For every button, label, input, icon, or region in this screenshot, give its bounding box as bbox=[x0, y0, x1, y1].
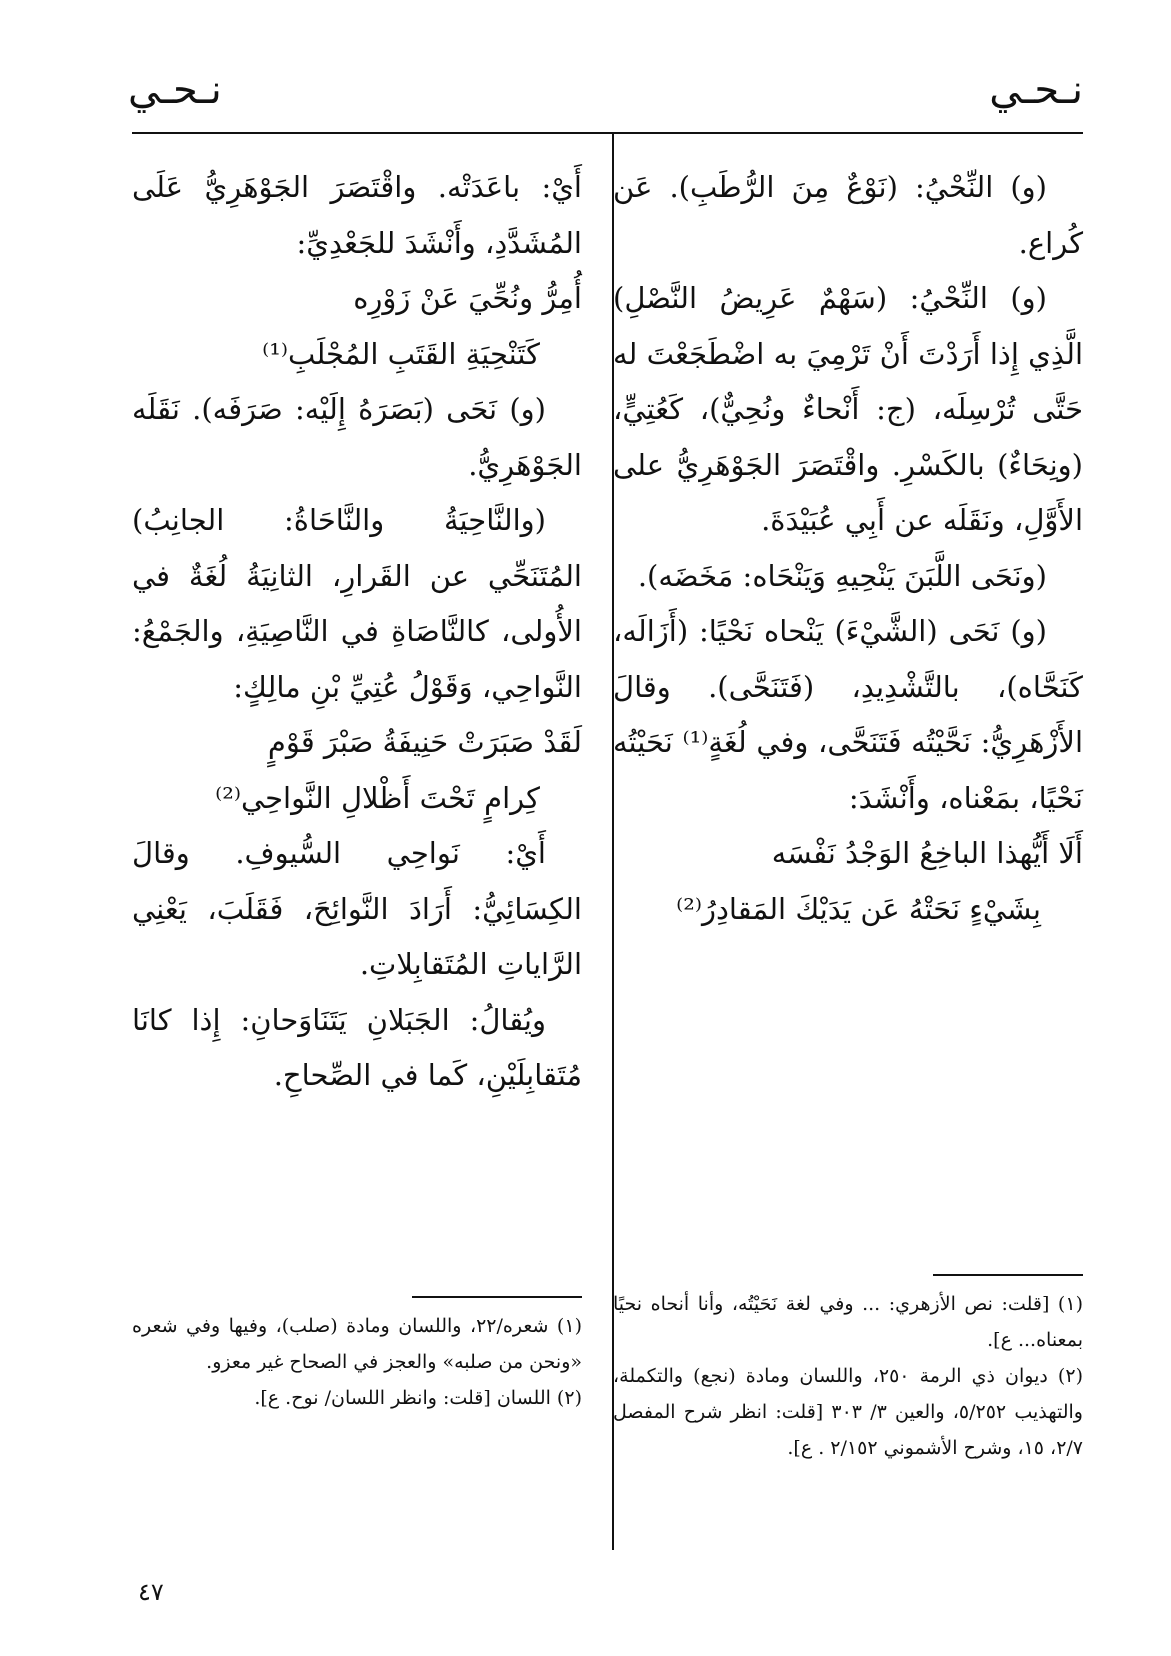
header-rule bbox=[132, 132, 1083, 134]
right-column bbox=[613, 160, 1083, 937]
left-verse-1-line-1: أُمِرُّ ونُحِّيَ عَنْ زَوْرِه bbox=[353, 281, 582, 315]
left-verse-2 bbox=[132, 715, 582, 826]
left-paragraph-1: (و) نَحَى (بَصَرَهُ إِلَيْه: صَرَفَه). نَقَلَه الجَوْهَرِيُّ. bbox=[132, 392, 582, 482]
left-closing-2: ويُقالُ: الجَبَلانِ يَتَنَاوَحانِ: إِذا كانَا مُتَقابِلَيْنِ، كَما في الصِّحاحِ. bbox=[132, 1002, 582, 1092]
right-verse-line-2: بِشَيْءٍ نَحَتْهُ عَن يَدَيْكَ المَقادِرُ⁽²⁾ bbox=[676, 891, 1041, 926]
left-paragraph-2: (والنَّاحِيَةُ والنَّاحَاةُ: الجانِبُ) المُتَنَحِّي عن القَرارِ، الثانِيَةُ لُغَةٌ في الأُولى، كالنَّاصَاةِ في النَّاصِيَةِ، والجَمْعُ: النَّواحِي، وَقَوْلُ عُتِيِّ بْنِ مالِكٍ: bbox=[132, 503, 582, 704]
left-verse-1-line-2: كَتَنْحِيَةِ القَتَبِ المُجْلَبِ⁽¹⁾ bbox=[262, 336, 540, 371]
left-footnotes bbox=[132, 1296, 582, 1416]
right-verse bbox=[613, 826, 1083, 937]
page-number: ٤٧ bbox=[138, 1578, 164, 1606]
left-closing-1: أَيْ: نَواحِي السُّيوفِ. وقالَ الكِسَائِيُّ: أَرَادَ النَّوائِحَ، فَقَلَبَ، يَعْنِي الرَّاياتِ المُتَقابِلاتِ. bbox=[132, 836, 582, 981]
left-verse-1 bbox=[132, 271, 582, 382]
right-footnote-rule bbox=[933, 1274, 1083, 1276]
right-footnote-2: (٢) ديوان ذي الرمة ٢٥٠، واللسان ومادة (نجع) والتكملة، والتهذيب ٥/٢٥٢، والعين ٣/ ٣٠٣ [قلت: انظر شرح المفصل ٢/٧، ١٥، وشرح الأشموني ٢/١٥٢ . ع]. bbox=[613, 1365, 1083, 1459]
left-footnote-2: (٢) اللسان [قلت: وانظر اللسان/ نوح. ع]. bbox=[254, 1387, 582, 1409]
right-footnotes bbox=[613, 1274, 1083, 1466]
header-word-left: نـحـي bbox=[128, 67, 222, 113]
left-footnote-1: (١) شعره/٢٢، واللسان ومادة (صلب)، وفيها وفي شعره «ونحن من صلبه» والعجز في الصحاح غير معزو. bbox=[132, 1315, 582, 1373]
right-paragraph-4: (و) نَحَى (الشَّيْءَ) يَنْحاه نَحْيًا: (أَزَالَه، كَنَحَّاه)، بالتَّشْدِيدِ، (فَتَنَحَّى). وقالَ الأَزْهَرِيُّ: نَحَّيْتُه فَتَنَحَّى، وفي لُغَةٍ⁽¹⁾ نَحَيْتُه نَحْيًا، بمَعْناه، وأَنْشَدَ: bbox=[613, 614, 1083, 815]
right-verse-line-1: أَلَا أَيُّهذا الباخِعُ الوَجْدُ نَفْسَه bbox=[771, 836, 1083, 870]
right-paragraph-3: (ونَحَى اللَّبَنَ يَنْحِيهِ وَيَنْحَاه: مَخَضَه). bbox=[637, 558, 1047, 593]
right-paragraph-1: (و) النِّحْيُ: (نَوْعٌ مِنَ الرُّطَبِ). عَن كُراع. bbox=[613, 170, 1083, 260]
left-verse-2-line-2: كِرامٍ تَحْتَ أَظْلالِ النَّواحِي⁽²⁾ bbox=[215, 780, 540, 815]
header-word-right: نـحـي bbox=[989, 67, 1083, 113]
left-intro: أَيْ: باعَدَتْه. واقْتَصَرَ الجَوْهَرِيُّ عَلَى المُشَدَّدِ، وأَنْشَدَ للجَعْدِيِّ: bbox=[132, 170, 582, 260]
left-verse-2-line-1: لَقَدْ صَبَرَتْ حَنِيفَةُ صَبْرَ قَوْمٍ bbox=[267, 725, 582, 759]
right-footnote-1: (١) [قلت: نص الأزهري: ... وفي لغة نَحَيْتُه، وأنا أنحاه نحيًا بمعناه... ع]. bbox=[613, 1293, 1083, 1351]
left-footnote-rule bbox=[412, 1296, 582, 1298]
right-paragraph-2: (و) النِّحْيُ: (سَهْمٌ عَرِيضُ النَّصْلِ) الَّذِي إِذا أَرَدْتَ أَنْ تَرْمِيَ به اضْطَجَعْتَ له حَتَّى تُرْسِلَه، (ج: أَنْحاءٌ ونُحِيٌّ)، كَعُتِيٍّ، (ونِحَاءٌ) بالكَسْرِ. واقْتَصَرَ الجَوْهَرِيُّ على الأَوَّلِ، ونَقَلَه عن أَبِي عُبَيْدَةَ. bbox=[613, 281, 1083, 537]
left-column bbox=[132, 160, 582, 1104]
